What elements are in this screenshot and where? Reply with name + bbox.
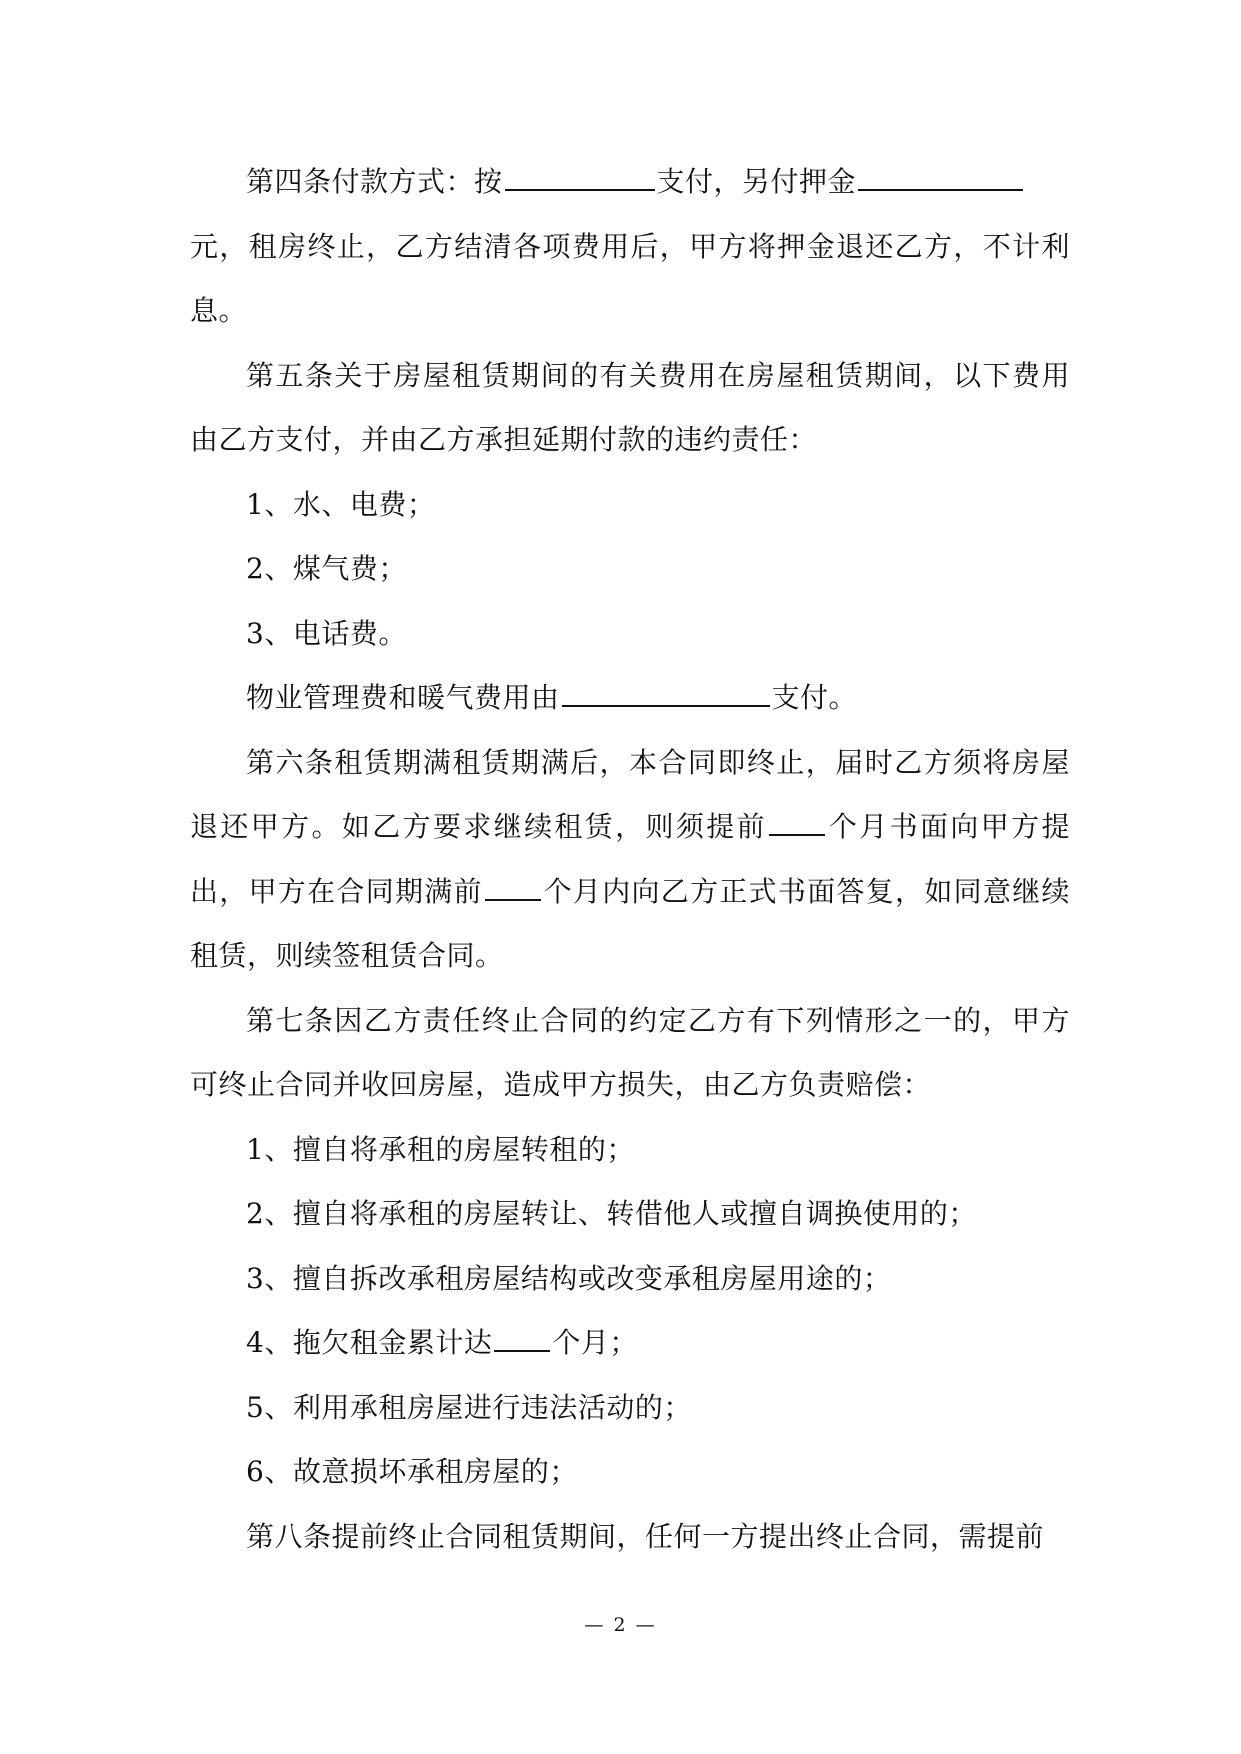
article-4-text-1: 第四条付款方式：按 [246, 165, 503, 198]
reply-months-blank[interactable] [485, 869, 541, 901]
article-7-item-4 [190, 1311, 1070, 1376]
article-6-text-3: 个月内向乙方正式书面答复，如同意继续租赁，则续签租赁合同。 [190, 874, 1070, 972]
article-6-text-1: 第六条租赁期满租赁期满后，本合同即终止，届时乙方须将房屋退还甲方。如乙方要求继续租赁，则须提前 [190, 745, 1070, 843]
arrears-months-blank[interactable] [494, 1320, 550, 1352]
article-5-property-fee [190, 666, 1070, 731]
article-4-continued: 元，租房终止，乙方结清各项费用后，甲方将押金退还乙方，不计利息。 [190, 229, 1070, 327]
article-7-item-2: 2、擅自将承租的房屋转让、转借他人或擅自调换使用的； [246, 1197, 977, 1230]
article-6-text-2: 个月书面向甲方提出，甲方在合同期满前 [190, 810, 1070, 908]
property-fee-text: 物业管理费和暖气费用由 [246, 681, 560, 714]
deposit-amount-blank[interactable] [858, 159, 1023, 191]
property-fee-payer-blank[interactable] [562, 675, 770, 707]
article-4-payment [190, 150, 1070, 215]
article-7-item-1: 1、擅自将承租的房屋转租的； [246, 1132, 635, 1166]
article-5-item-1: 1、水、电费； [246, 487, 436, 521]
arrears-text-end: 个月； [552, 1326, 638, 1359]
article-4-text-2: 支付，另付押金 [656, 165, 857, 198]
article-7-item-3: 3、擅自拆改承租房屋结构或改变承租房屋用途的； [246, 1261, 892, 1295]
article-8-early-termination: 第八条提前终止合同租赁期间，任何一方提出终止合同，需提前 [246, 1519, 1045, 1553]
arrears-text: 4、拖欠租金累计达 [246, 1326, 493, 1359]
article-6-expiry [190, 731, 1070, 989]
article-7-termination: 第七条因乙方责任终止合同的约定乙方有下列情形之一的，甲方可终止合同并收回房屋，造成甲方损失，由乙方负责赔偿： [190, 1003, 1070, 1101]
payment-method-blank[interactable] [505, 159, 655, 191]
article-5-item-2: 2、煤气费； [246, 552, 407, 585]
document-body [190, 150, 1070, 1569]
article-5-item-3: 3、电话费。 [246, 616, 407, 650]
article-7-item-6: 6、故意损坏承租房屋的； [246, 1455, 578, 1488]
renewal-notice-months-blank[interactable] [769, 804, 825, 836]
article-7-item-5: 5、利用承租房屋进行违法活动的； [246, 1390, 692, 1424]
article-5-fees: 第五条关于房屋租赁期间的有关费用在房屋租赁期间，以下费用由乙方支付，并由乙方承担延期付款的违约责任： [190, 358, 1070, 456]
property-fee-text-end: 支付。 [771, 681, 858, 714]
page-number: — 2 — [584, 1614, 657, 1636]
